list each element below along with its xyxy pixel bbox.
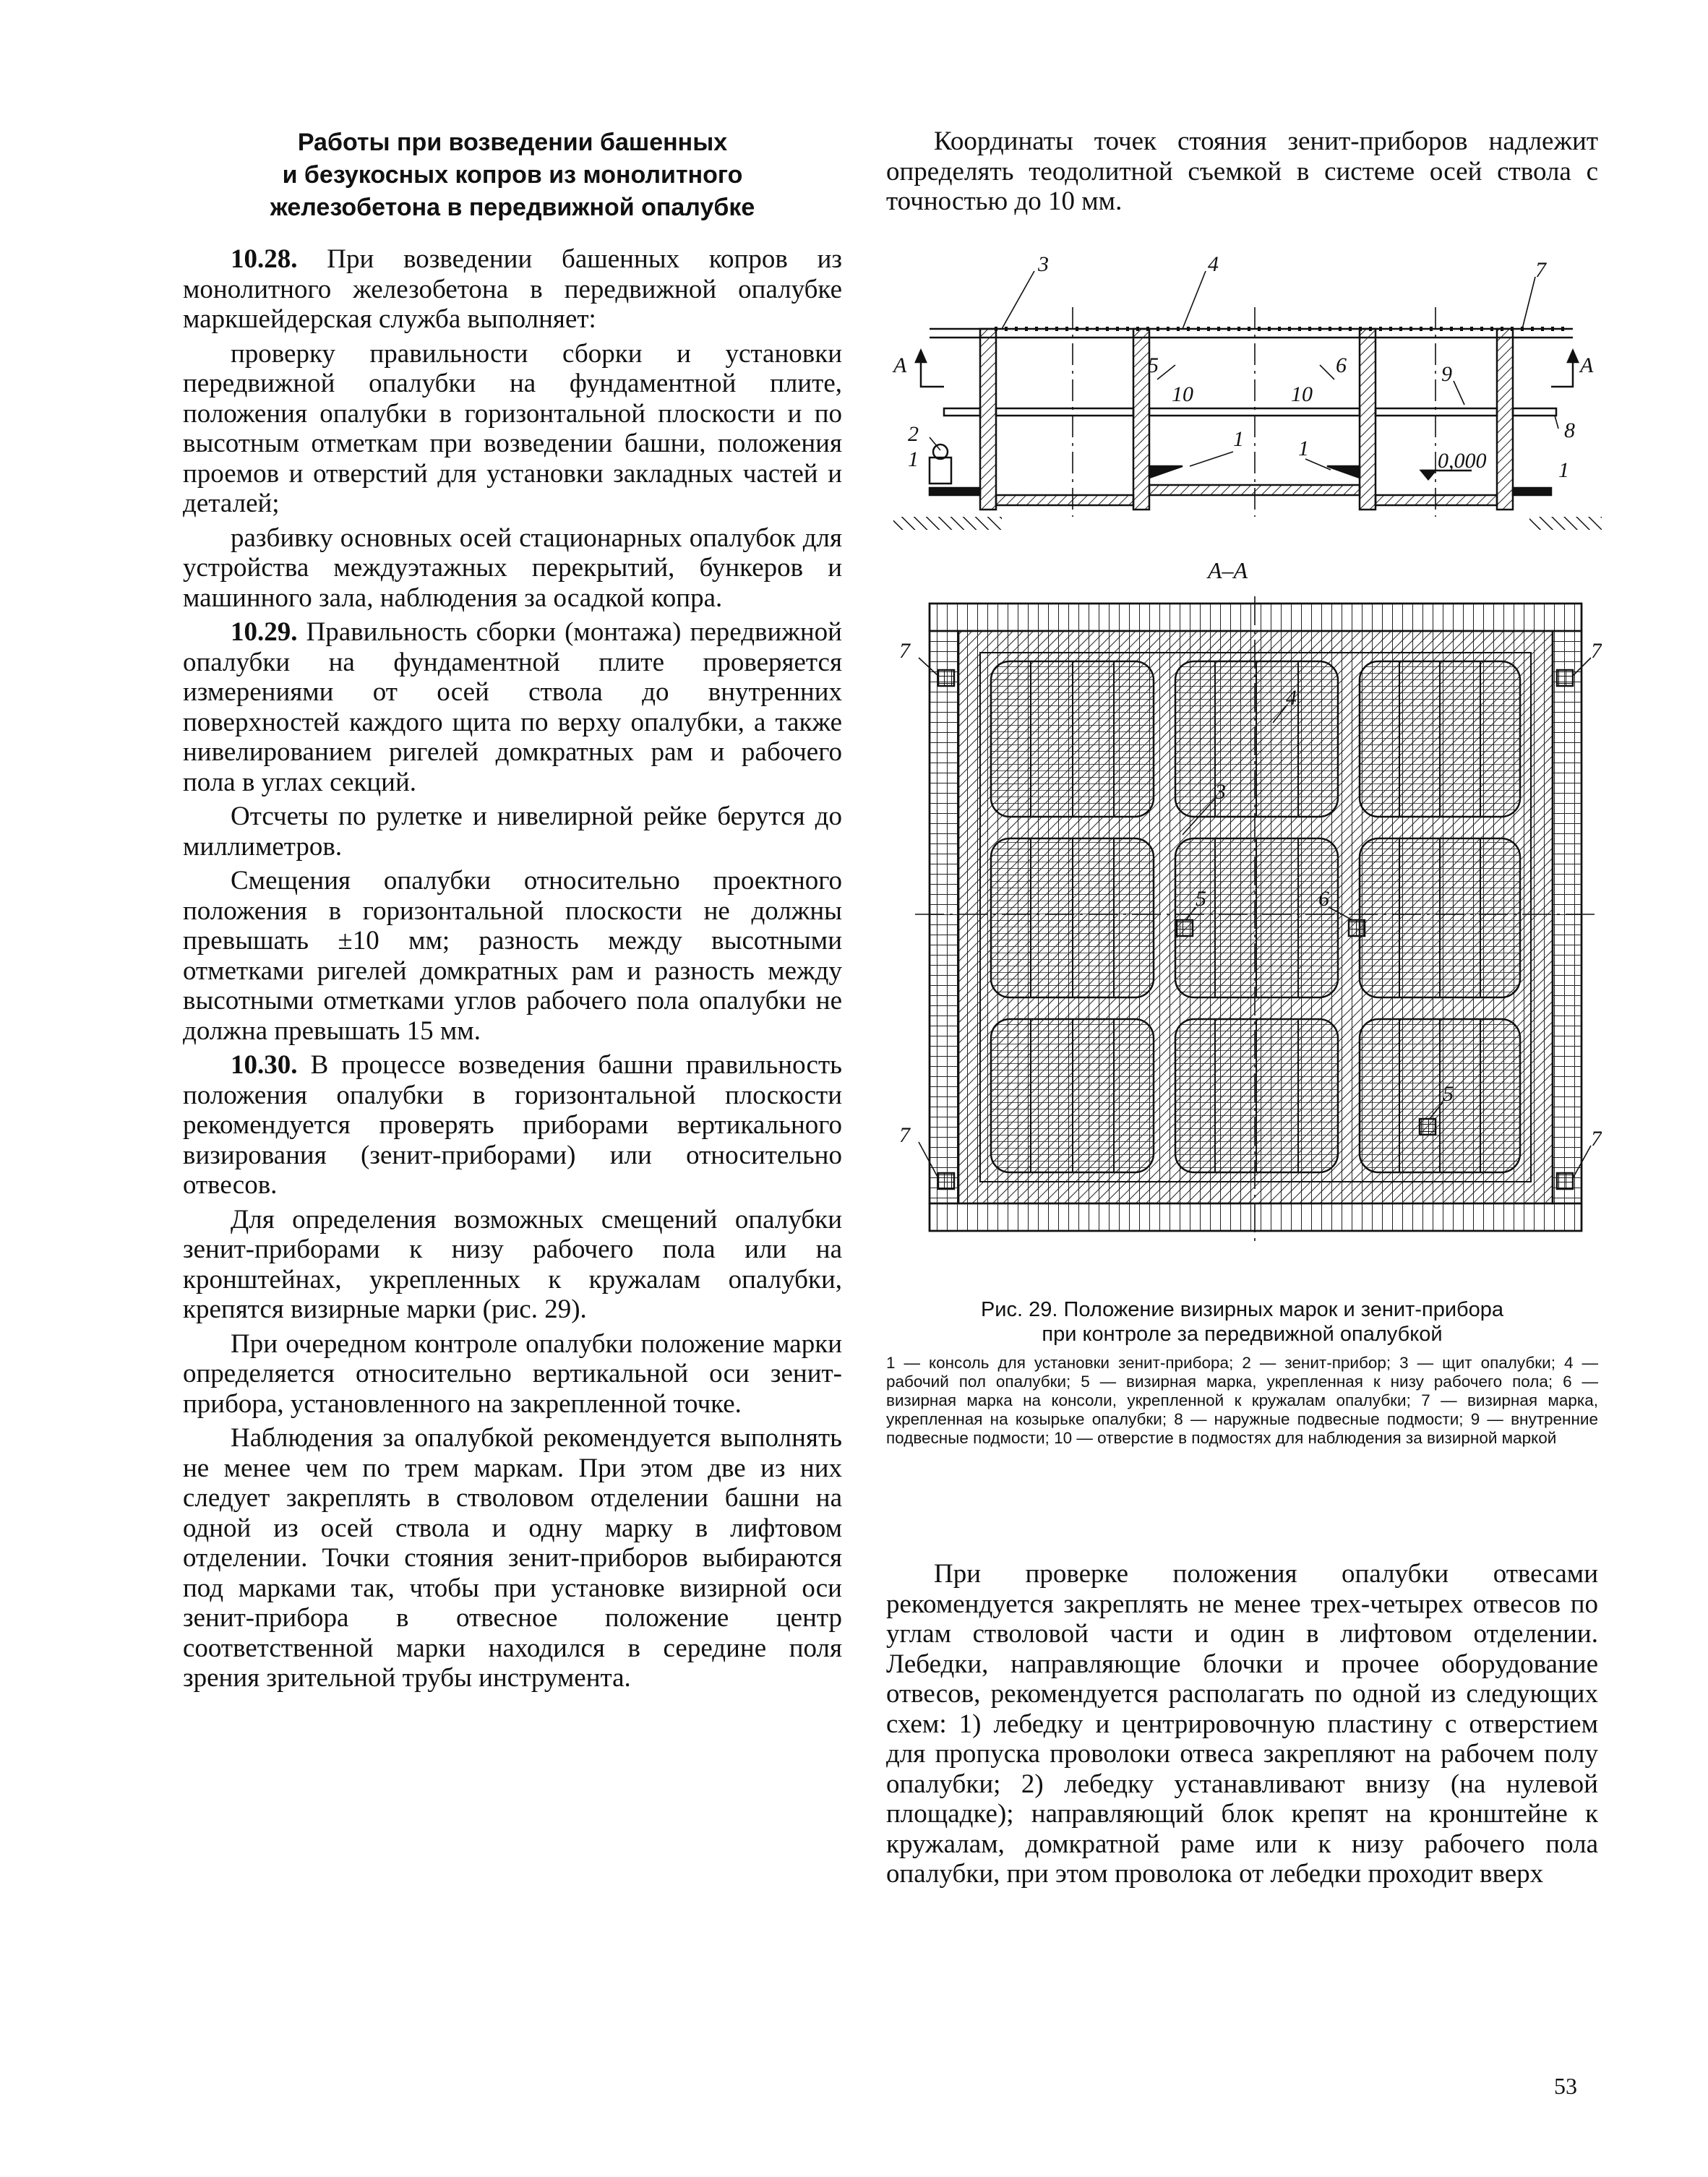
sight-mark-5 [1177,920,1193,936]
sight-mark-5 [1420,1119,1436,1135]
label-10: 10 [1172,382,1193,406]
caption-line: Рис. 29. Положение визирных марок и зенит-прибора [980,1298,1504,1321]
sight-mark-6 [1349,920,1365,936]
paragraph-text: При возведении башенных копров из монолитного железобетона в передвижной опалубке маркшейдерская служба выполняет: [183,244,842,334]
label-5: 5 [1196,887,1206,911]
label-8: 8 [1564,418,1575,442]
paragraph: Смещения опалубки относительно проектного положения в горизонтальной плоскости не должны превышать ±10 мм; разность между высотными отметками ригелей домкратных рам и разность между высотными отметками углов рабочего пола опалубки не должна превышать 15 мм. [183,866,842,1046]
sight-mark-7 [1557,1173,1573,1189]
section-label: А–А [1208,557,1248,583]
label-1: 1 [1233,427,1244,451]
elevation-labels [892,257,1594,583]
paragraph: проверку правильности сборки и установки передвижной опалубки на фундаментной плите, положения опалубки в горизонтальной плоскости и по высотным отметкам при возведении башни, положения проемов и отверстий для установки закладных частей и деталей; [183,338,842,518]
section-arrow-right-label: А [1580,353,1594,377]
formwork-drawing [886,257,1602,1283]
caption-line: при контроле за передвижной опалубкой [1042,1323,1443,1346]
heading-line: Работы при возведении башенных [297,129,728,156]
right-column-top [886,126,1598,217]
heading-line: и безукосных копров из монолитного [282,161,743,189]
label-1: 1 [908,447,919,471]
clause-number: 10.28. [231,244,298,274]
figure-legend: 1 — консоль для установки зенит-прибора; 2 — зенит-прибор; 3 — щит опалубки; 4 — рабочий пол опалубки; 5 — визирная марка, укрепленная к низу рабочего пола; 6 — визирная марка на консоли, укрепленной к кружалам опалубки; 7 — визирная марка, укрепленная на козырьке опалубки; 8 — наружные подвесные подмости; 9 — внутренние подвесные подмости; 10 — отверстие в подмостях для наблюдения за визирной маркой [886,1354,1598,1447]
section-arrow-left-label: А [893,353,907,377]
paragraph: Наблюдения за опалубкой рекомендуется выполнять не менее чем по трем маркам. При этом две из них следует закреплять в стволовом отделении башни на одной из осей ствола и одну марку в лифтовом отделении. Точки стояния зенит-приборов выбираются под марками так, чтобы при установке визирной оси зенит-прибора в отвесное положение центр соответственной марки находился в середине поля зрения зрительной трубы инструмента. [183,1423,842,1693]
label-1: 1 [1558,458,1569,482]
paragraph-10-30 [183,1050,842,1201]
label-1: 1 [1298,437,1309,460]
label-5: 5 [1148,353,1159,377]
level-mark-label: 0,000 [1438,449,1487,473]
figure-caption [886,1297,1598,1347]
right-column-bottom [886,1559,1598,1889]
clause-number: 10.29. [231,617,298,647]
label-7: 7 [899,1123,910,1147]
paragraph-10-29 [183,617,842,797]
elevation-view [893,271,1602,530]
label-6: 6 [1336,353,1347,377]
paragraph-text: Правильность сборки (монтажа) передвижной опалубки на фундаментной плите проверяется измерениями от осей ствола до внутренних поверхностей каждого щита по верху опалубки, а также нивелированием ригелей домкратных рам и рабочего пола в углах секций. [183,617,842,797]
label-4: 4 [1208,257,1219,276]
paragraph: Координаты точек стояния зенит-приборов надлежит определять теодолитной съемкой в системе осей ствола с точностью до 10 мм. [886,126,1598,216]
label-7: 7 [1535,258,1546,282]
label-9: 9 [1441,362,1452,386]
cell-grid [991,661,1520,1172]
label-7: 7 [1591,1127,1602,1151]
label-7: 7 [899,639,910,663]
left-column [183,126,842,1693]
label-5: 5 [1443,1082,1454,1106]
clause-number: 10.30. [231,1050,298,1080]
sight-mark-7 [938,1173,954,1189]
label-2: 2 [908,422,919,446]
label-7: 7 [1591,639,1602,663]
label-4: 4 [1286,686,1297,710]
paragraph: Отсчеты по рулетке и нивелирной рейке берутся до миллиметров. [183,802,842,862]
page-number: 53 [1554,2073,1577,2099]
plan-view [915,596,1595,1247]
sight-mark-7 [938,670,954,686]
section-heading [183,126,842,224]
paragraph-text: В процессе возведения башни правильность положения опалубки в горизонтальной плоскости рекомендуется проверять приборами вертикального визирования (зенит-приборами) или относительно отвесов. [183,1050,842,1200]
label-3: 3 [1215,780,1226,804]
paragraph: разбивку основных осей стационарных опалубок для устройства междуэтажных перекрытий, бункеров и машинного зала, наблюдения за осадкой копра. [183,523,842,613]
paragraph: При очередном контроле опалубки положение марки определяется относительно вертикальной оси зенит-прибора, установленного на закрепленной точке. [183,1328,842,1419]
figure-29 [886,257,1602,1283]
heading-line: железобетона в передвижной опалубке [270,194,755,221]
label-3: 3 [1038,257,1049,276]
label-10: 10 [1291,382,1313,406]
paragraph-10-28 [183,244,842,335]
label-6: 6 [1318,887,1329,911]
paragraph: При проверке положения опалубки отвесами рекомендуется закреплять не менее трех-четырех отвесов по углам стволовой части и один в лифтовом отделении. Лебедки, направляющие блочки и прочее оборудование отвесов, рекомендуется располагать по одной из следующих схем: 1) лебедку и центрировочную пластину с отверстием для пропуска проволоки отвеса закрепляют на рабочем полу опалубки; 2) лебедку устанавливают внизу (на нулевой площадке); направляющий блок крепят на кронштейне к кружалам, домкратной раме или к низу рабочего пола опалубки, при этом проволока от лебедки проходит вверх [886,1559,1598,1889]
paragraph: Для определения возможных смещений опалубки зенит-приборами к низу рабочего пола или на кронштейнах, укрепленных к кружалам опалубки, крепятся визирные марки (рис. 29). [183,1204,842,1324]
sight-mark-7 [1557,670,1573,686]
